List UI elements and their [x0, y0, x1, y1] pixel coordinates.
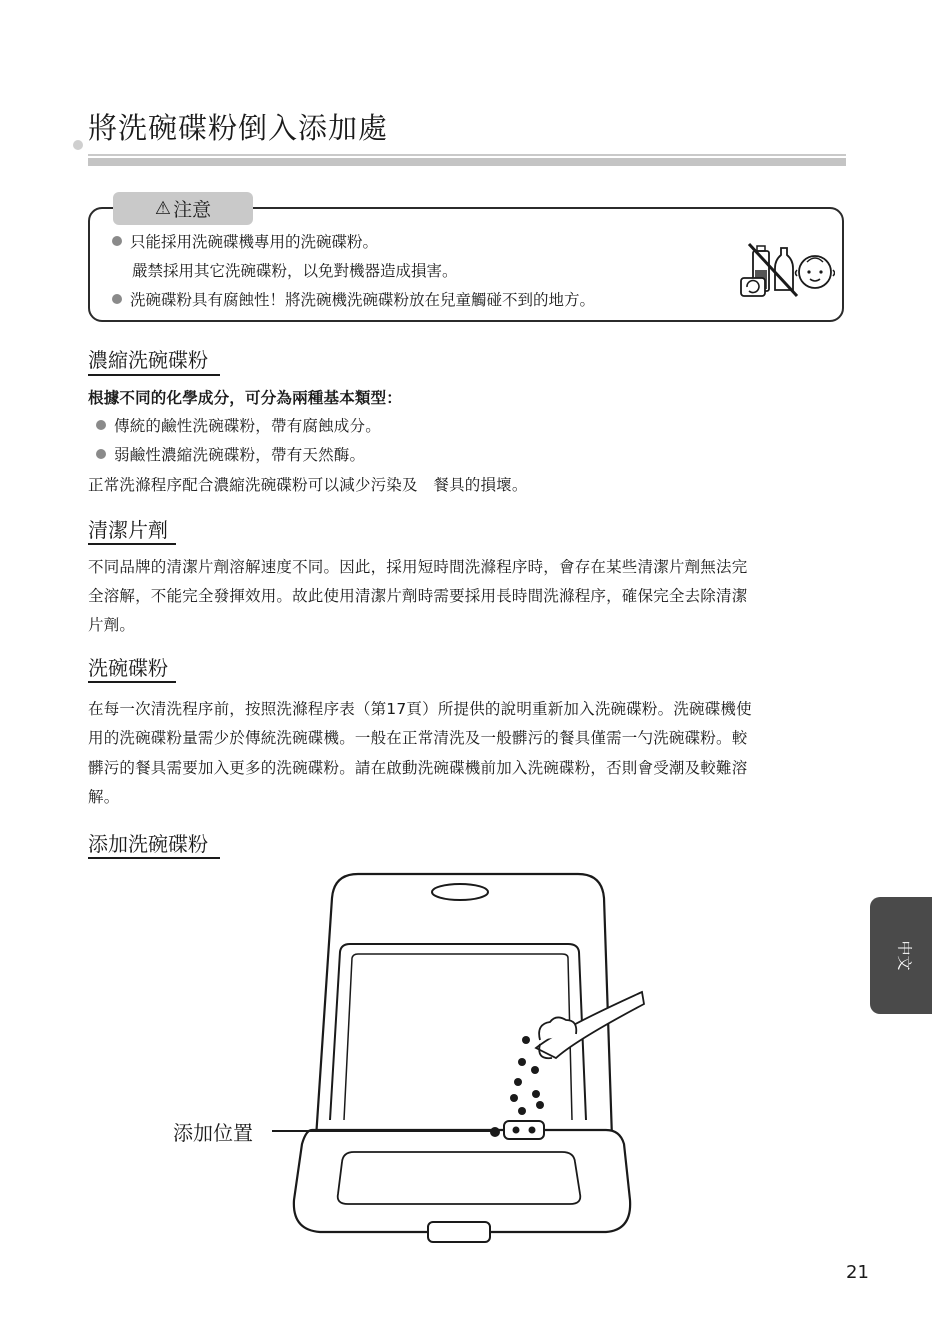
language-tab	[870, 897, 932, 1014]
section3-line-3: 髒污的餐具需要加入更多的洗碗碟粉。請在啟動洗碗碟機前加入洗碗碟粉，否則會受潮及較難溶	[88, 759, 748, 777]
section1-note: 正常洗滌程序配合濃縮洗碗碟粉可以減少污染及 餐具的損壞。	[88, 476, 528, 494]
bullet-icon	[96, 449, 106, 459]
caution-line-1: 只能採用洗碗碟機專用的洗碗碟粉。	[112, 230, 378, 252]
section1-item-1: 傳統的鹼性洗碗碟粉，帶有腐蝕成分。	[96, 414, 381, 436]
section-title-adding: 添加洗碗碟粉	[88, 832, 208, 856]
dishwasher-illustration	[286, 868, 656, 1258]
section2-line-1: 不同品牌的清潔片劑溶解速度不同。因此，採用短時間洗滌程序時，會存在某些清潔片劑無法完	[88, 558, 748, 576]
section-rule	[88, 681, 176, 683]
bullet-icon	[96, 420, 106, 430]
page-title: 將洗碗碟粉倒入添加處	[88, 111, 389, 145]
keep-away-from-children-icon	[735, 240, 835, 300]
title-rule-thick	[88, 158, 846, 166]
section1-intro: 根據不同的化學成分，可分為兩種基本類型：	[88, 389, 403, 407]
section3-line-1: 在每一次清洗程序前，按照洗滌程序表（第17頁）所提供的說明重新加入洗碗碟粉。洗碗碟機使	[88, 700, 752, 718]
section-rule	[88, 857, 220, 859]
section-rule	[88, 543, 176, 545]
section2-line-2: 全溶解，不能完全發揮效用。故此使用清潔片劑時需要採用長時間洗滌程序，確保完全去除清潔	[88, 587, 748, 605]
section1-item-2: 弱鹼性濃縮洗碗碟粉，帶有天然酶。	[96, 443, 365, 465]
caution-line-2: 嚴禁採用其它洗碗碟粉，以免對機器造成損害。	[132, 262, 458, 280]
section3-line-4: 解。	[88, 788, 120, 806]
section-title-concentrated: 濃縮洗碗碟粉	[88, 348, 208, 372]
section-title-tablets: 清潔片劑	[88, 518, 168, 542]
language-tab-label: 中文	[895, 940, 914, 971]
add-position-leader-line	[272, 1130, 495, 1132]
title-dot	[73, 140, 83, 150]
bullet-icon	[112, 236, 122, 246]
caution-line-3: 洗碗碟粉具有腐蝕性！將洗碗機洗碗碟粉放在兒童觸碰不到的地方。	[112, 288, 595, 310]
section3-line-2: 用的洗碗碟粉量需少於傳統洗碗碟機。一般在正常清洗及一般髒污的餐具僅需一勺洗碗碟粉。較	[88, 729, 748, 747]
caution-label: 注意	[173, 199, 212, 221]
caution-tab	[113, 192, 253, 225]
bullet-icon	[112, 294, 122, 304]
page-number: 21	[846, 1262, 869, 1283]
title-rule-thin	[88, 154, 846, 156]
section2-line-3: 片劑。	[88, 616, 136, 634]
section-rule	[88, 374, 220, 376]
warning-triangle-icon: ⚠	[154, 198, 172, 219]
add-position-label: 添加位置	[173, 1121, 253, 1145]
section-title-detergent: 洗碗碟粉	[88, 656, 168, 680]
